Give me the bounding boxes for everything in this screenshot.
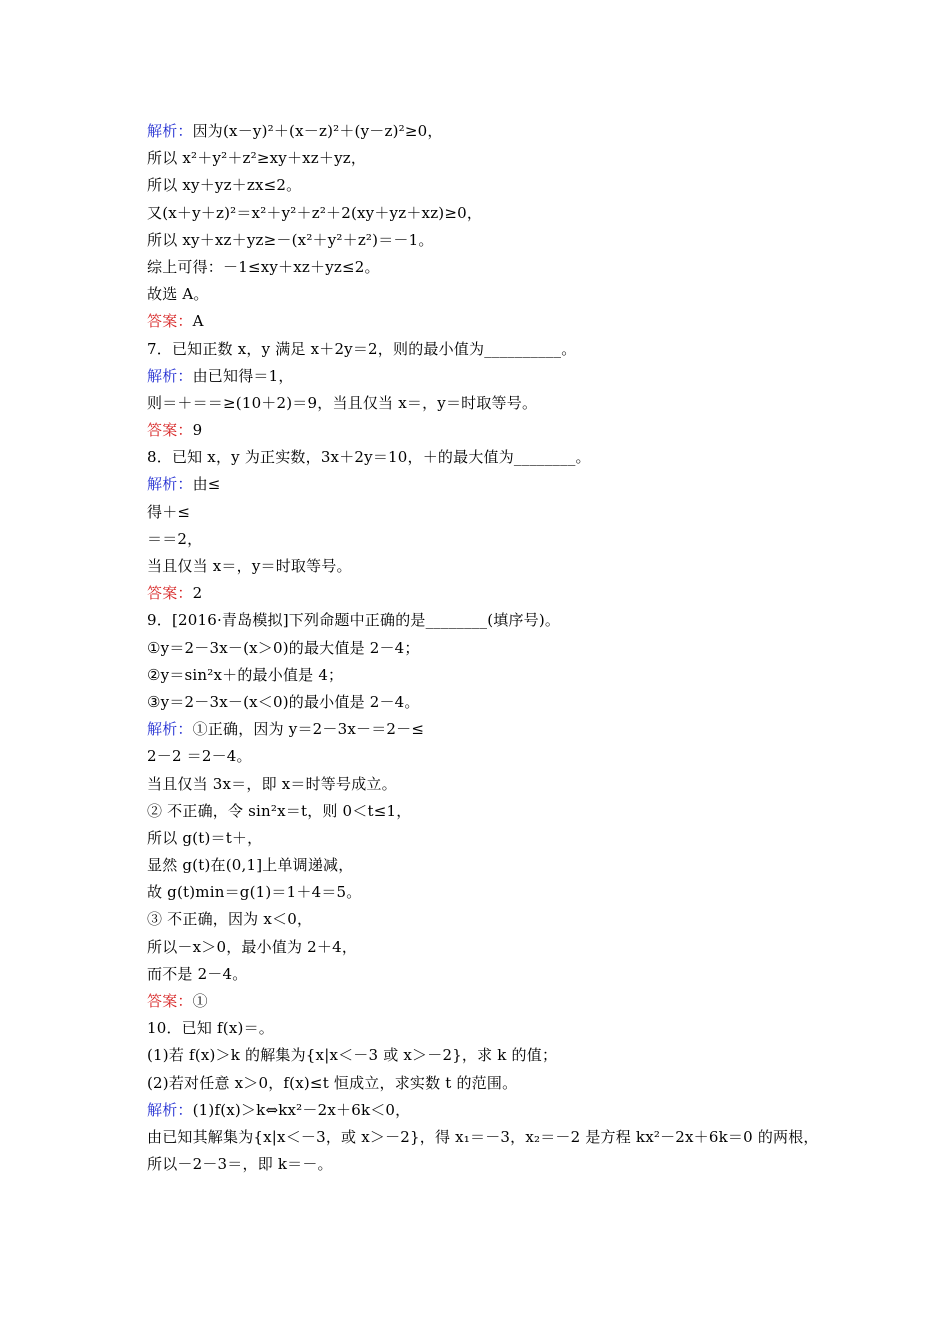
line-text: 9．[2016·青岛模拟]下列命题中正确的是________(填序号)。: [147, 611, 561, 630]
line-text: 所以－x＞0，最小值为 2＋4，: [147, 937, 358, 956]
line-text: 故 g(t)min＝g(1)＝1＋4＝5。: [147, 883, 362, 902]
document-line: [147, 1070, 867, 1097]
line-text: ③ 不正确，因为 x＜0，: [147, 910, 313, 929]
analysis-label: 解析：: [147, 122, 193, 140]
document-line: [147, 553, 867, 580]
document-line: [147, 145, 867, 172]
answer-label: 答案：: [147, 992, 193, 1010]
document-line: [147, 363, 867, 390]
answer-label: 答案：: [147, 421, 193, 440]
line-text: 因为(x－y)²＋(x－z)²＋(y－z)²≥0，: [192, 122, 443, 140]
line-text: (1)若 f(x)＞k 的解集为{x|x＜－3 或 x＞－2}，求 k 的值；: [147, 1046, 558, 1065]
document-line: [147, 1015, 867, 1042]
document-line: [147, 771, 867, 798]
line-text: 当且仅当 3x＝，即 x＝时等号成立。: [147, 774, 397, 793]
document-line: [147, 662, 867, 689]
line-text: ③y＝2－3x－(x＜0)的最小值是 2－4。: [147, 692, 420, 711]
line-text: 9: [192, 421, 203, 440]
document-line: [147, 1042, 867, 1069]
line-text: 所以 g(t)＝t＋，: [147, 828, 263, 847]
document-line: [147, 607, 867, 634]
line-text: ①: [192, 992, 208, 1010]
line-text: 8．已知 x，y 为正实数，3x＋2y＝10，＋的最大值为________。: [147, 448, 591, 467]
document-line: [147, 200, 867, 227]
line-text: (1)f(x)＞k⇔kx²－2x＋6k＜0，: [192, 1100, 411, 1119]
document-body: [147, 118, 867, 1178]
line-text: 所以 xy＋yz＋zx≤2。: [147, 176, 302, 195]
document-line: [147, 390, 867, 417]
document-line: [147, 254, 867, 281]
line-text: 显然 g(t)在(0,1]上单调递减，: [147, 856, 354, 875]
document-line: [147, 580, 867, 607]
line-text: ②y＝sin²x＋的最小值是 4；: [147, 665, 344, 684]
document-line: [147, 798, 867, 825]
document-line: [147, 444, 867, 471]
document-line: [147, 961, 867, 988]
document-line: [147, 879, 867, 906]
document-line: [147, 308, 867, 335]
document-line: [147, 852, 867, 879]
document-line: [147, 281, 867, 308]
document-line: [147, 499, 867, 526]
document-line: [147, 336, 867, 363]
document-line: [147, 417, 867, 444]
line-text: 得＋≤: [147, 502, 191, 521]
document-line: [147, 172, 867, 199]
line-text: ② 不正确，令 sin²x＝t，则 0＜t≤1，: [147, 801, 412, 820]
document-line: [147, 1097, 867, 1124]
line-text: 2: [192, 584, 203, 603]
analysis-label: 解析：: [147, 1100, 193, 1119]
answer-label: 答案：: [147, 584, 193, 603]
analysis-label: 解析：: [147, 720, 193, 739]
line-text: 由已知其解集为{x|x＜－3，或 x＞－2}，得 x₁＝－3，x₂＝－2 是方程 kx²－2x＋6k＝0 的两根，: [147, 1127, 819, 1146]
document-line: [147, 988, 867, 1015]
document-line: [147, 471, 867, 498]
answer-label: 答案：: [147, 312, 193, 331]
line-text: 综上可得：－1≤xy＋xz＋yz≤2。: [147, 257, 380, 276]
line-text: 由已知得＝1，: [192, 366, 294, 385]
document-line: [147, 934, 867, 961]
line-text: 所以 x²＋y²＋z²≥xy＋xz＋yz，: [147, 149, 367, 168]
document-line: [147, 635, 867, 662]
line-text: 当且仅当 x＝，y＝时取等号。: [147, 557, 352, 575]
document-line: [147, 743, 867, 770]
line-text: 由≤: [192, 475, 221, 494]
line-text: 所以 xy＋xz＋yz≥－(x²＋y²＋z²)＝－1。: [147, 230, 434, 249]
line-text: ①正确，因为 y＝2－3x－＝2－≤: [192, 720, 425, 739]
line-text: 故选 A。: [147, 285, 209, 304]
line-text: A: [192, 312, 204, 331]
line-text: 又(x＋y＋z)²＝x²＋y²＋z²＋2(xy＋yz＋xz)≥0，: [147, 203, 483, 222]
line-text: 所以－2－3＝，即 k＝－。: [147, 1155, 333, 1174]
document-line: [147, 526, 867, 553]
line-text: 而不是 2－4。: [147, 964, 248, 983]
line-text: ＝＝2，: [147, 529, 203, 548]
document-line: [147, 825, 867, 852]
line-text: 10．已知 f(x)＝。: [147, 1019, 274, 1038]
document-line: [147, 1124, 867, 1151]
document-line: [147, 227, 867, 254]
analysis-label: 解析：: [147, 475, 193, 494]
document-line: [147, 118, 867, 145]
line-text: ①y＝2－3x－(x＞0)的最大值是 2－4；: [147, 638, 420, 657]
document-line: [147, 716, 867, 743]
line-text: (2)若对任意 x＞0，f(x)≤t 恒成立，求实数 t 的范围。: [147, 1073, 518, 1092]
analysis-label: 解析：: [147, 366, 193, 385]
document-line: [147, 689, 867, 716]
document-line: [147, 906, 867, 933]
line-text: 则＝＋＝＝≥(10＋2)＝9，当且仅当 x＝，y＝时取等号。: [147, 393, 538, 412]
document-line: [147, 1151, 867, 1178]
line-text: 2－2 ＝2－4。: [147, 747, 252, 766]
line-text: 7．已知正数 x，y 满足 x＋2y＝2，则的最小值为__________。: [147, 339, 577, 358]
